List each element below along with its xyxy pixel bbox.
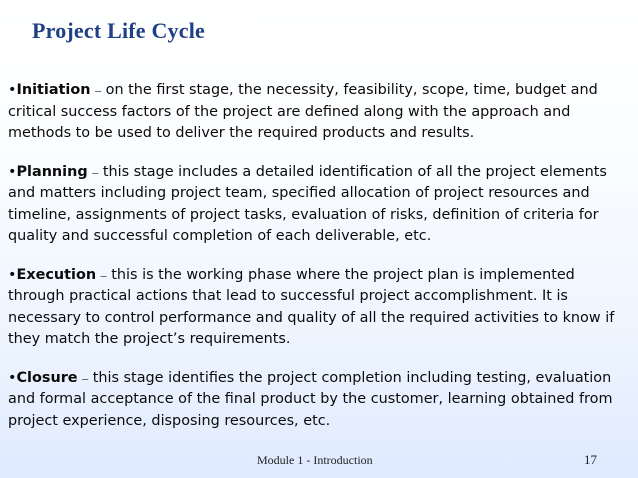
bullet-term: Closure [16,369,78,386]
bullet-list [8,80,634,432]
bullet-term: Execution [16,266,97,283]
bullet-dash: – [100,267,107,282]
bullet-initiation: •Initiation – on the first stage, the necessity, feasibility, scope, time, budget and critical success factors of the project are defined along with the approach and methods to be used to deliver the required products and results. [8,82,598,141]
bullet-text: this stage identifies the project completion including testing, evaluation and formal acceptance of the final product by the customer, learning obtained from project experience, disposing resources, etc. [8,369,613,429]
bullet-dash: – [82,370,89,385]
slide-title: Project Life Cycle [32,18,205,43]
bullet-planning: •Planning – this stage includes a detailed identification of all the project elements and matters including project team, specified allocation of project resources and timeline, assignments of project tasks, evaluation of risks, definition of criteria for quality and successful completion of each deliverable, etc. [8,163,607,244]
bullet-term: Planning [16,163,88,180]
bullet-execution: •Execution – this is the working phase where the project plan is implemented through practical actions that lead to successful project accomplishment. It is necessary to control performance and quality of all the required activities to know if they match the project’s requirements. [8,266,615,347]
bullet-text: this is the working phase where the project plan is implemented through practical actions that lead to successful project accomplishment. It is necessary to control performance and quality of all the required activities to know if they match the project’s requirements. [8,266,615,347]
page-number: 17 [584,452,597,467]
bullet-dash: – [92,164,99,179]
bullet-term: Initiation [16,82,91,98]
slide-footer: Module 1 - Introduction [257,453,373,467]
bullet-text: on the first stage, the necessity, feasibility, scope, time, budget and critical success factors of the project are defined along with the approach and methods to be used to deliver the required products and results. [8,82,598,141]
bullet-closure: •Closure – this stage identifies the project completion including testing, evaluation and formal acceptance of the final product by the customer, learning obtained from project experience, disposing resources, etc. [8,369,613,429]
bullet-dash: – [95,83,102,97]
bullet-text: this stage includes a detailed identification of all the project elements and matters including project team, specified allocation of project resources and timeline, assignments of project tasks, evaluation of risks, definition of criteria for quality and successful completion of each deliverable, etc. [8,163,607,244]
